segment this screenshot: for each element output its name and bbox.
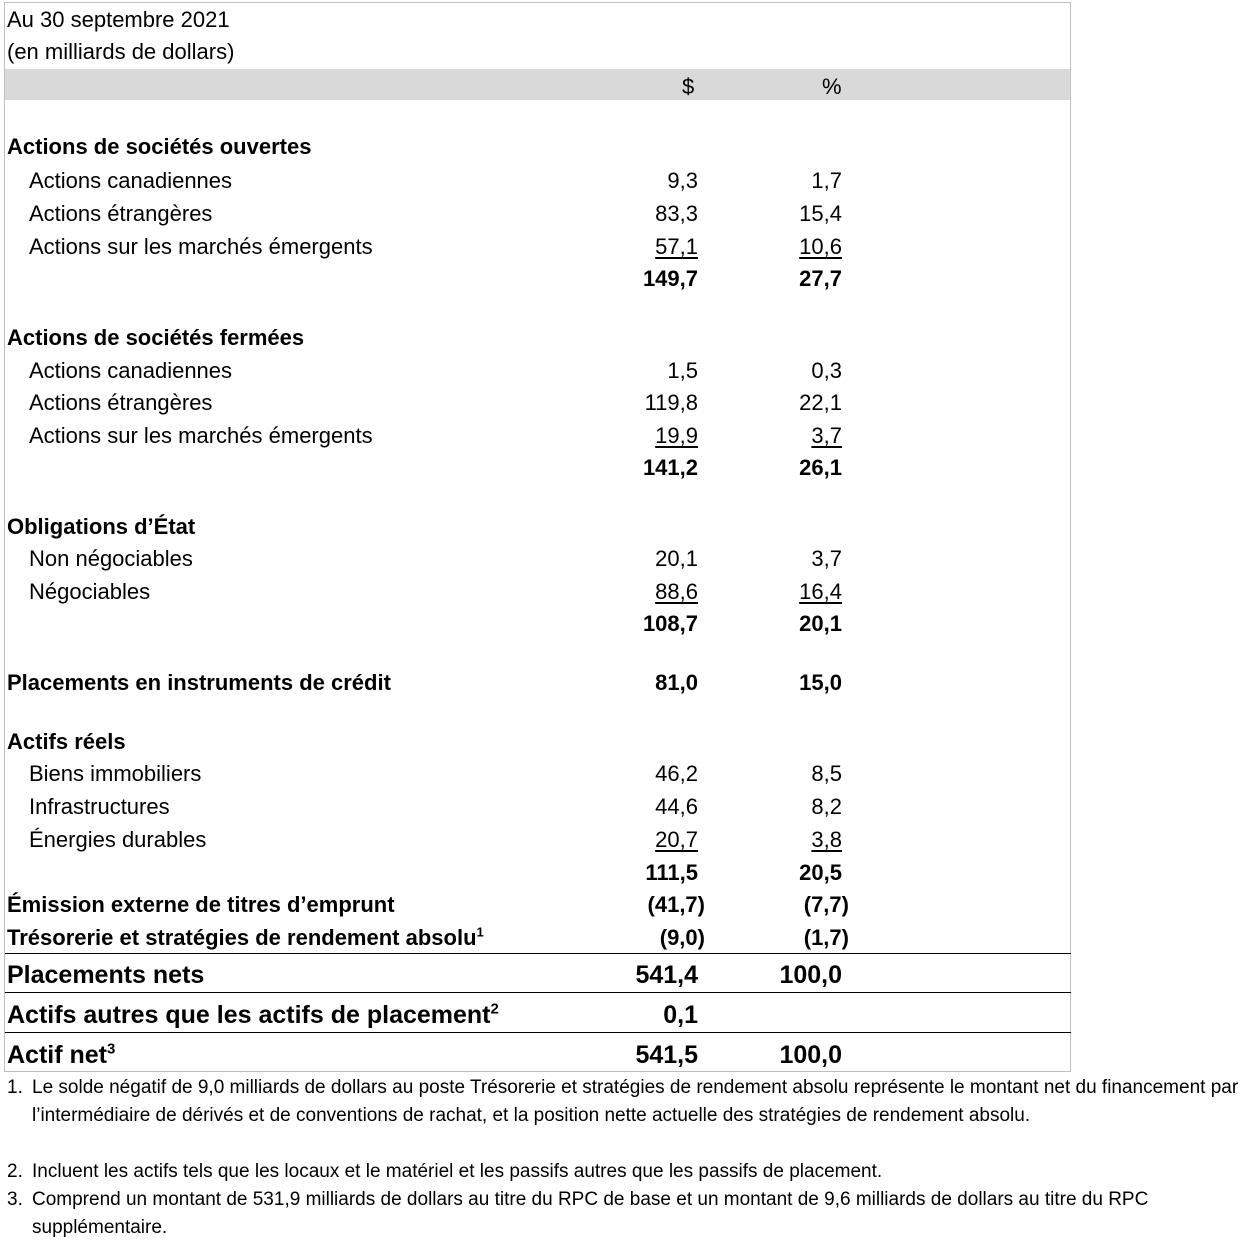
value-dollars: 0,1 <box>663 1001 698 1029</box>
table-row <box>0 455 1256 485</box>
row-label: Actions étrangères <box>29 201 213 226</box>
table-row <box>0 579 1256 609</box>
table-row <box>0 358 1256 388</box>
value-percent: 22,1 <box>799 390 842 415</box>
row-label: Trésorerie et stratégies de rendement absolu$^1$ <box>7 924 484 950</box>
value-percent: 15,0 <box>799 670 842 695</box>
value-dollars: 541,4 <box>635 961 698 989</box>
table-row <box>0 168 1256 198</box>
table-row <box>0 134 1256 164</box>
footnote-marker: 1 <box>476 924 484 940</box>
as-of-date: Au 30 septembre 2021 <box>7 7 230 32</box>
rule-net-assets <box>5 1032 1071 1033</box>
table-row <box>0 827 1256 857</box>
value-percent: 16,4 <box>799 579 842 604</box>
row-label: Actions canadiennes <box>29 168 233 193</box>
row-label: Biens immobiliers <box>29 761 202 786</box>
table-row <box>0 325 1256 355</box>
value-percent: 100,0 <box>779 961 842 989</box>
value-dollars: (41,7) <box>647 892 705 917</box>
rule-other-assets <box>5 992 1071 993</box>
value-dollars: 149,7 <box>642 266 698 291</box>
footnote-number: 2. <box>7 1161 23 1182</box>
table-row <box>0 611 1256 641</box>
units-caption: (en milliards de dollars) <box>7 39 235 64</box>
value-dollars: 57,1 <box>655 234 698 259</box>
value-percent: 3,7 <box>811 423 842 448</box>
table-row <box>0 925 1256 955</box>
footnote-1 <box>7 1074 1252 1130</box>
table-row <box>0 234 1256 264</box>
row-label: Actions canadiennes <box>29 358 233 383</box>
row-label: Infrastructures <box>29 794 170 819</box>
column-header-dollars: $ <box>682 74 695 99</box>
value-dollars: 88,6 <box>655 579 698 604</box>
footnote-number: 3. <box>7 1189 23 1210</box>
row-label: Placements en instruments de crédit <box>7 670 391 695</box>
value-percent: 3,7 <box>811 546 842 571</box>
table-row <box>0 670 1256 700</box>
footnote-3 <box>7 1186 1252 1242</box>
row-label: Actifs autres que les actifs de placement$^2$ <box>7 1000 499 1029</box>
footnote-2 <box>7 1158 1252 1186</box>
value-percent: 26,1 <box>799 455 842 480</box>
table-row <box>0 514 1256 544</box>
value-percent: 8,5 <box>811 761 842 786</box>
row-label: Placements nets <box>7 961 205 989</box>
table-row <box>0 729 1256 759</box>
value-dollars: 46,2 <box>655 761 698 786</box>
footnote-text: Le solde négatif de 9,0 milliards de dollars au poste Trésorerie et stratégies de rendement absolu représente le montant net du financement par l’intermédiaire de dérivés et de conventions de rachat, et la position nette actuelle des stratégies de rendement absolu. <box>32 1077 1239 1126</box>
value-percent: 8,2 <box>811 794 842 819</box>
value-percent: 0,3 <box>811 358 842 383</box>
value-dollars: 1,5 <box>667 358 698 383</box>
value-dollars: 83,3 <box>655 201 698 226</box>
row-label: Actions de sociétés fermées <box>7 325 305 350</box>
footnote-number: 1. <box>7 1077 23 1098</box>
row-label: Actions sur les marchés émergents <box>29 234 373 259</box>
table-row <box>0 761 1256 791</box>
table-row <box>0 423 1256 453</box>
value-dollars: 20,7 <box>655 827 698 852</box>
row-label: Obligations d’État <box>7 514 196 539</box>
value-percent: 20,1 <box>799 611 842 636</box>
value-percent: 10,6 <box>799 234 842 259</box>
table-row <box>0 1001 1256 1031</box>
value-dollars: 541,5 <box>635 1041 698 1069</box>
value-dollars: 81,0 <box>655 670 698 695</box>
row-label: Actions étrangères <box>29 390 213 415</box>
table-row <box>0 892 1256 922</box>
value-percent: 20,5 <box>799 860 842 885</box>
value-dollars: 141,2 <box>642 455 698 480</box>
value-percent: 3,8 <box>811 827 842 852</box>
table-row <box>0 961 1256 991</box>
value-dollars: 111,5 <box>645 860 698 885</box>
value-percent: (7,7) <box>803 892 849 917</box>
rule-net-investments <box>5 953 1071 954</box>
table-row <box>0 390 1256 420</box>
row-label: Non négociables <box>29 546 193 571</box>
value-dollars: 9,3 <box>667 168 698 193</box>
row-label: Négociables <box>29 579 151 604</box>
value-percent: (1,7) <box>803 925 849 950</box>
row-label: Actif net$^3$ <box>7 1040 116 1069</box>
row-label: Actions sur les marchés émergents <box>29 423 373 448</box>
column-header-bar <box>5 69 1070 100</box>
row-label: Actifs réels <box>7 729 126 754</box>
footnote-text: Comprend un montant de 531,9 milliards de dollars au titre du RPC de base et un montant de 9,6 milliards de dollars au titre du RPC supplémentaire. <box>32 1189 1149 1238</box>
value-percent: 1,7 <box>811 168 842 193</box>
row-label: Actions de sociétés ouvertes <box>7 134 312 159</box>
footnote-marker: 2 <box>490 1000 499 1018</box>
table-row <box>0 1041 1256 1071</box>
row-label: Émission externe de titres d’emprunt <box>7 892 395 917</box>
value-percent: 15,4 <box>799 201 842 226</box>
value-percent: 27,7 <box>799 266 842 291</box>
value-dollars: (9,0) <box>659 925 705 950</box>
table-row <box>0 546 1256 576</box>
value-dollars: 119,8 <box>644 390 698 415</box>
value-dollars: 108,7 <box>642 611 698 636</box>
value-percent: 100,0 <box>779 1041 842 1069</box>
column-header-percent: % <box>822 74 842 99</box>
table-row <box>0 266 1256 296</box>
table-row <box>0 201 1256 231</box>
footnote-text: Incluent les actifs tels que les locaux et le matériel et les passifs autres que les passifs de placement. <box>32 1161 883 1182</box>
table-row <box>0 794 1256 824</box>
row-label: Énergies durables <box>29 827 207 852</box>
value-dollars: 20,1 <box>655 546 698 571</box>
value-dollars: 44,6 <box>655 794 698 819</box>
table-row <box>0 860 1256 890</box>
value-dollars: 19,9 <box>655 423 698 448</box>
footnote-marker: 3 <box>107 1040 116 1058</box>
